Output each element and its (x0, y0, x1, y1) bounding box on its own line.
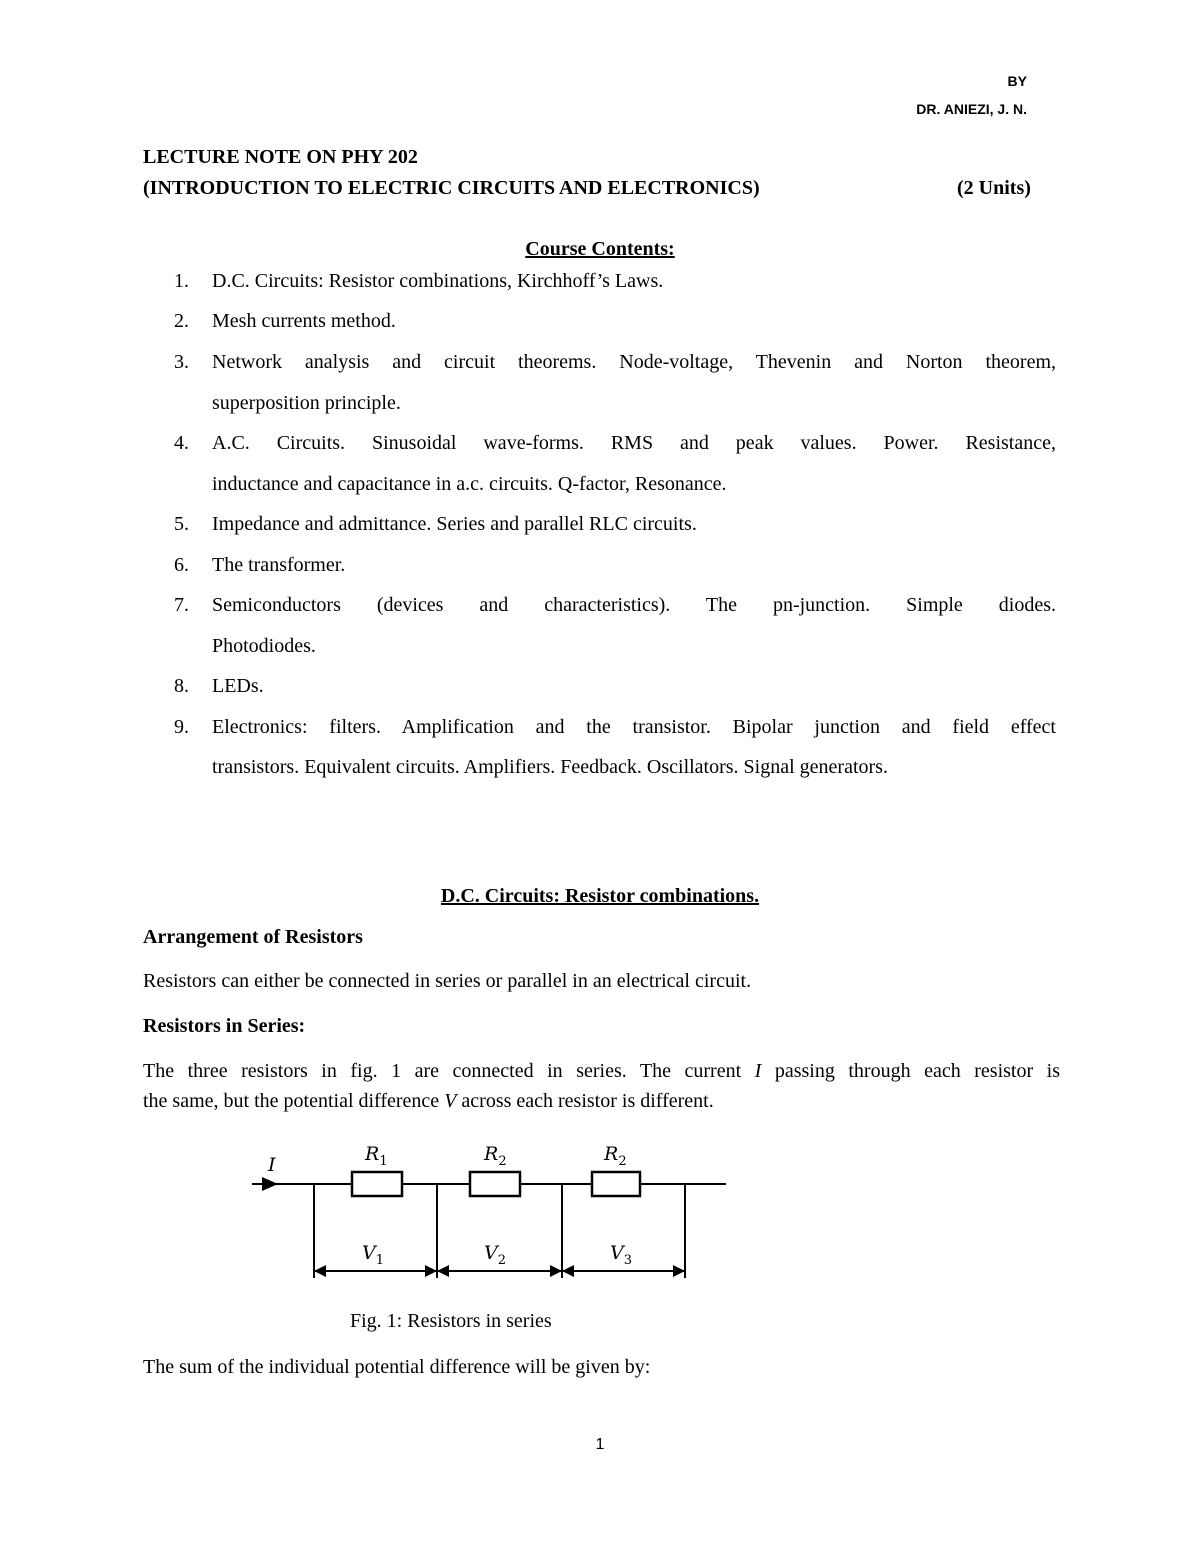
lecture-title: LECTURE NOTE ON PHY 202 (143, 146, 418, 168)
course-contents-heading: Course Contents: (525, 238, 675, 260)
voltage-label-1 (362, 1242, 384, 1268)
voltage-variable: V (444, 1090, 457, 1112)
voltage-label-3 (610, 1242, 632, 1268)
list-item-number: 1. (174, 270, 189, 292)
series-circuit-diagram (0, 1130, 1200, 1300)
list-item-number: 5. (174, 513, 189, 535)
subheading-arrangement: Arrangement of Resistors (143, 926, 363, 948)
list-item: D.C. Circuits: Resistor combinations, Kirchhoff’s Laws. (212, 270, 664, 292)
voltage-label-2 (484, 1242, 506, 1268)
list-item-continuation: superposition principle. (212, 392, 401, 414)
list-item-continuation: transistors. Equivalent circuits. Amplifiers. Feedback. Oscillators. Signal generators. (212, 756, 888, 778)
list-item-number: 8. (174, 675, 189, 697)
resistor-subscript: 1 (379, 1154, 388, 1169)
figure-caption: Fig. 1: Resistors in series (350, 1310, 552, 1332)
list-item: Network analysis and circuit theorems. Node-voltage, Thevenin and Norton theorem, (212, 351, 1056, 373)
list-item: A.C. Circuits. Sinusoidal wave-forms. RMS and peak values. Power. Resistance, (212, 432, 1056, 454)
resistor-r3 (592, 1172, 640, 1196)
closing-paragraph: The sum of the individual potential difference will be given by: (143, 1356, 651, 1378)
list-item-number: 2. (174, 310, 189, 332)
arrowhead-icon (550, 1265, 562, 1277)
series-paragraph-line-2 (143, 1090, 714, 1113)
list-item: Electronics: filters. Amplification and the transistor. Bipolar junction and field effect (212, 716, 1056, 738)
list-item-number: 6. (174, 554, 189, 576)
resistor-r1 (352, 1172, 402, 1196)
list-item: Impedance and admittance. Series and parallel RLC circuits. (212, 513, 697, 535)
voltage-subscript: 1 (375, 1253, 385, 1268)
arrowhead-icon (437, 1265, 449, 1277)
list-item-continuation: Photodiodes. (212, 635, 316, 657)
arrowhead-icon (425, 1265, 437, 1277)
voltage-subscript: 2 (497, 1253, 507, 1268)
resistor-symbol: R (604, 1143, 619, 1165)
resistor-subscript: 2 (618, 1154, 627, 1169)
series-paragraph-line-1 (143, 1060, 1060, 1083)
byline-author: DR. ANIEZI, J. N. (916, 101, 1027, 117)
arrowhead-icon (673, 1265, 685, 1277)
arrowhead-icon (314, 1265, 326, 1277)
intro-paragraph: Resistors can either be connected in series or parallel in an electrical circuit. (143, 970, 752, 992)
resistor-label-1 (364, 1143, 388, 1169)
list-item-continuation: inductance and capacitance in a.c. circuits. Q-factor, Resonance. (212, 473, 727, 495)
list-item-number: 4. (174, 432, 189, 454)
subheading-series: Resistors in Series: (143, 1015, 306, 1037)
resistor-subscript: 2 (498, 1154, 507, 1169)
current-variable: I (754, 1060, 762, 1082)
byline-by: BY (1007, 73, 1027, 89)
text-run: the same, but the potential difference (143, 1090, 445, 1112)
resistor-symbol: R (484, 1143, 499, 1165)
current-label: I (268, 1154, 276, 1176)
page-number: 1 (595, 1436, 605, 1453)
arrowhead-icon (562, 1265, 574, 1277)
resistor-label-3 (603, 1143, 627, 1169)
resistor-label-2 (483, 1143, 507, 1169)
voltage-symbol: V (484, 1242, 498, 1264)
voltage-symbol: V (610, 1242, 624, 1264)
list-item-number: 7. (174, 594, 189, 616)
list-item: Mesh currents method. (212, 310, 396, 332)
text-run: passing through each resistor is (761, 1060, 1060, 1082)
voltage-subscript: 3 (623, 1253, 633, 1268)
list-item-number: 9. (174, 716, 189, 738)
list-item: The transformer. (212, 554, 346, 576)
resistor-symbol: R (365, 1143, 380, 1165)
voltage-symbol: V (362, 1242, 376, 1264)
list-item: LEDs. (212, 675, 264, 697)
course-units: (2 Units) (957, 177, 1031, 199)
resistor-r2 (470, 1172, 520, 1196)
list-item: Semiconductors (devices and characteristics). The pn-junction. Simple diodes. (212, 594, 1056, 616)
current-arrow-icon (262, 1177, 278, 1191)
text-run: The three resistors in fig. 1 are connected in series. The current (143, 1060, 755, 1082)
section-heading: D.C. Circuits: Resistor combinations. (440, 885, 760, 907)
course-title: (INTRODUCTION TO ELECTRIC CIRCUITS AND ELECTRONICS) (143, 177, 760, 199)
text-run: across each resistor is different. (456, 1090, 714, 1112)
list-item-number: 3. (174, 351, 189, 373)
